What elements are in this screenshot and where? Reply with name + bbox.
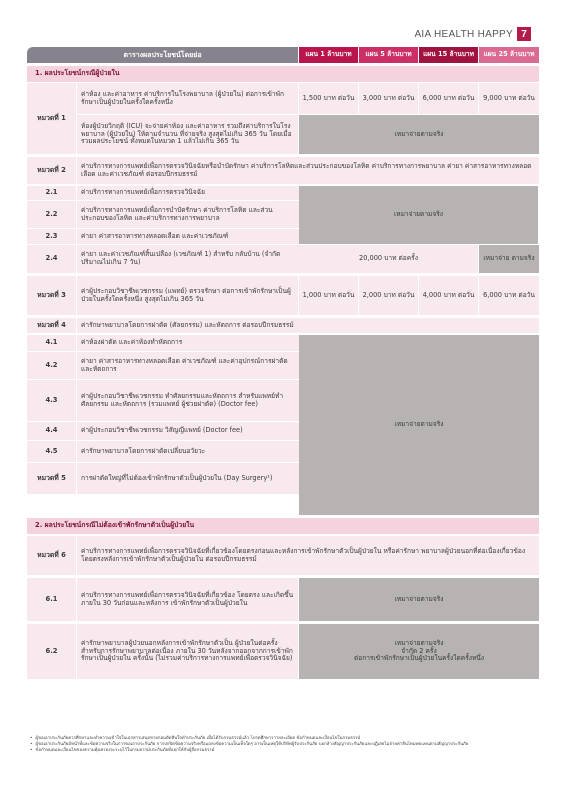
item-desc: ค่าผู้ประกอบวิชาชีพเวชกรรม ทำศัลยกรรมและหัตถการ สำหรับแพทย์ทำศัลยกรรม และหัตถการ (รวมแพทย์ ผู้ช่วยผ่าตัด) (Doctor fee) [77, 380, 299, 422]
plan-value: 9,000 บาท ต่อวัน [479, 83, 539, 115]
coverage-line: ต่อการเข้าพักรักษาเป็นผู้ป่วยในครั้งใดครั้งหนึ่ง [353, 654, 485, 663]
group-label: หมวดที่ 4 [27, 318, 77, 334]
section-2-title: 2. ผลประโยชน์กรณีไม่ต้องเข้าพักรักษาตัวเป็นผู้ป่วยใน [27, 518, 539, 535]
group-desc: ค่าบริการทางการแพทย์เพื่อการตรวจวินิจฉัยหรือบำบัดรักษา ค่าบริการโลหิตและส่วนประกอบของโลหิต ค่าบริการทางการพยาบาล ค่ายา ค่าสารอาหารทางหลอดเลือด และค่าเวชภัณฑ์ ต่อรอบปีกรมธรรม์ [77, 157, 539, 185]
item-row [27, 578, 539, 622]
plan-value: 1,500 บาท ต่อวัน [299, 83, 359, 115]
group-label: หมวดที่ 2 [27, 157, 77, 185]
item-desc: การผ่าตัดใหญ่ที่ไม่ต้องเข้าพักรักษาตัวเป็นผู้ป่วยใน (Day Surgery¹) [77, 463, 299, 495]
item-desc: ค่าผู้ประกอบวิชาชีพเวชกรรม (แพทย์) ตรวจรักษา ต่อการเข้าพักรักษาเป็นผู้ป่วยในครั้งใดครั้งหนึ่ง สูงสุดไม่เกิน 365 วัน [77, 276, 299, 316]
item-desc: ค่าบริการทางการแพทย์เพื่อการตรวจวินิจฉัย [77, 186, 299, 201]
item-desc: ค่าบริการทางการแพทย์เพื่อการบำบัดรักษา ค่าบริการโลหิต และส่วนประกอบของโลหิต และค่าบริการทางการพยาบาล [77, 201, 299, 229]
item-number: 2.3 [27, 229, 77, 245]
benefit-table [27, 47, 539, 730]
item-number: 4.4 [27, 422, 77, 441]
item-desc: ค่าห้องผ่าตัด และค่าห้องทำหัตถการ [77, 335, 299, 352]
footnote-text: ข้อกำหนดและเงื่อนไขของความคุ้มครองจะระบุไว้ในกรมธรรม์ประกันภัยที่ออกให้กับผู้ถือกรมธรรม์ [35, 748, 215, 754]
table-title: ตารางผลประโยชน์โดยย่อ [27, 47, 299, 64]
item-row [27, 624, 539, 680]
group-label: หมวดที่ 6 [27, 536, 77, 576]
coverage-line: เหมาจ่ายตามจริง [394, 639, 444, 648]
item-number: 4.1 [27, 335, 77, 352]
plan-value: 2,000 บาท ต่อวัน [359, 276, 419, 316]
brand-title: AIA HEALTH HAPPY [414, 28, 513, 40]
coverage-value: เหมาจ่ายตามจริง [299, 115, 539, 155]
item-number: 2.4 [27, 245, 77, 274]
footnote-text: ผู้ขอเอาประกันภัยควรศึกษาและทำความเข้าใจในเอกสารเสนอขายก่อนตัดสินใจทำประกันภัย เมื่อได้รับกรมธรรม์แล้ว โปรดศึกษาราายละเอียด ข้อกำหนดและเงื่อนไขในกรมธรรม์ [35, 736, 361, 741]
plan-value: 1,000 บาท ต่อวัน [299, 276, 359, 316]
coverage-value [299, 624, 539, 680]
item-desc: ค่ายา ค่าสารอาหารทางหลอดเลือด ค่าเวชภัณฑ์ และค่าอุปกรณ์การผ่าตัดและหัตถการ [77, 352, 299, 380]
plan-value: 6,000 บาท ต่อวัน [479, 276, 539, 316]
page-header [414, 27, 531, 41]
plan-value: 3,000 บาท ต่อวัน [359, 83, 419, 115]
item-desc: ค่ารักษาพยาบาลโดยการผ่าตัดเปลี่ยนอวัยวะ [77, 441, 299, 463]
item-number: 4.5 [27, 441, 77, 463]
footnote-text: ผู้ขอเอาประกันภัยมีหน้าที่และข้อความจริงในการขอเอาประกันภัย การปกปิดข้อความจริงหรือแถลงข้อความเป็นเท็จใดๆ อาจเป็นเหตุให้บริษัทผู้รับประกันภัย บอกล้างสัญญาประกันภัยและปฏิเสธไม่จ่ายค่าสินไหมทดแทนตามสัญญาประกันภัย [35, 742, 469, 748]
bullet-icon: • [30, 742, 33, 748]
section-heading [27, 518, 539, 535]
section-1-title: 1. ผลประโยชน์กรณีผู้ป่วยใน [27, 66, 539, 83]
group-desc: ค่าบริการทางการแพทย์เพื่อการตรวจวินิจฉัยที่เกี่ยวข้องโดยตรงก่อนและหลังการเข้าพักรักษาตัวเป็นผู้ป่วยใน หรือค่ารักษา พยาบาลผู้ป่วยนอกที่ต่อเนื่องเกี่ยวข้องโดยตรงหลังการเข้าพักรักษาตัวเป็นผู้ป่วยใน ต่อรอบปีกรมธรรม์ [77, 536, 539, 576]
item-desc: ค่าผู้ประกอบวิชาชีพเวชกรรม วิสัญญีแพทย์ (Doctor fee) [77, 422, 299, 441]
coverage-value: เหมาจ่ายตามจริง [299, 186, 539, 245]
group-desc: ค่ารักษาพยาบาลโดยการผ่าตัด (ศัลยกรรม) และหัตถการ ต่อรอบปีกรมธรรม์ [77, 318, 539, 334]
item-2-4-plan25: เหมาจ่าย ตามจริง [479, 245, 539, 274]
item-number: 6.1 [27, 578, 77, 622]
item-number: 4.3 [27, 380, 77, 422]
item-number: 4.2 [27, 352, 77, 380]
group-label: หมวดที่ 1 [27, 83, 77, 155]
plan-value: 6,000 บาท ต่อวัน [419, 83, 479, 115]
page-number: 7 [517, 27, 531, 41]
item-desc: ค่าห้อง และค่าอาหาร ค่าบริการในโรงพยาบาล (ผู้ป่วยใน) ต่อการเข้าพักรักษาเป็นผู้ป่วยในครั้งใดครั้งหนึ่ง [77, 83, 299, 115]
item-desc: ค่าบริการทางการแพทย์เพื่อการตรวจวินิจฉัยที่เกี่ยวข้อง โดยตรง และเกิดขึ้นภายใน 30 วันก่อนและหลังการ เข้าพักรักษาตัวเป็นผู้ป่วยใน [77, 578, 299, 622]
footnote [30, 748, 540, 754]
item-number: 2.2 [27, 201, 77, 229]
item-desc: ค่ารักษาพยาบาลผู้ป่วยนอกหลังการเข้าพักรักษาตัวเป็น ผู้ป่วยในต่อครั้ง สำหรับการรักษาพยาบาลต่อเนื่อง ภายใน 30 วันหลังจากออกจากการเข้าพักรักษาเป็นผู้ป่วยใน ครั้งนั้น (ไม่รวมค่าบริการทางการแพทย์เพื่อตรวจวินิจฉัย) [77, 624, 299, 680]
group-row [27, 157, 539, 185]
coverage-line: จำกัด 2 ครั้ง [401, 646, 437, 655]
item-number: 6.2 [27, 624, 77, 680]
group-row [27, 83, 539, 155]
section-heading [27, 66, 539, 83]
coverage-value: เหมาจ่ายตามจริง [299, 335, 539, 516]
item-desc: ค่ายา และค่าเวชภัณฑ์สิ้นเปลือง (เวชภัณฑ์ 1) สำหรับ กลับบ้าน (จำกัดปริมาณไม่เกิน 7 วัน) [77, 245, 299, 274]
item-desc: ค่ายา ค่าสารอาหารทางหลอดเลือด และค่าเวชภัณฑ์ [77, 229, 299, 245]
item-desc: ห้องผู้ป่วยวิกฤติ (ICU) จะจ่ายค่าห้อง และค่าอาหาร รวมถึงค่าบริการในโรงพยาบาล (ผู้ป่วยใน) ให้ตามจำนวน ที่จ่ายจริง สูงสุดไม่เกิน 365 วัน โดยเมื่อรวมผลประโยชน์ ทั้งหมดในหมวด 1 แล้วไม่เกิน 365 วัน [77, 115, 299, 155]
subgroup-rows [27, 186, 539, 274]
table-header [27, 47, 539, 64]
plan-25-header: แผน 25 ล้านบาท [479, 47, 539, 64]
plan-5-header: แผน 5 ล้านบาท [359, 47, 419, 64]
coverage-value: เหมาจ่ายตามจริง [299, 578, 539, 622]
item-2-4-value: 20,000 บาท ต่อครั้ง [299, 245, 479, 274]
group-row [27, 276, 539, 316]
bullet-icon: • [30, 748, 33, 754]
group-row [27, 318, 539, 334]
group-row [27, 536, 539, 576]
footnotes [30, 736, 540, 755]
item-number: 2.1 [27, 186, 77, 201]
group-label: หมวดที่ 5 [27, 463, 77, 495]
bullet-icon: • [30, 736, 33, 741]
group-label: หมวดที่ 3 [27, 276, 77, 316]
plan-15-header: แผน 15 ล้านบาท [419, 47, 479, 64]
subgroup-rows [27, 335, 539, 516]
plan-value: 4,000 บาท ต่อวัน [419, 276, 479, 316]
plan-1-header: แผน 1 ล้านบาท [299, 47, 359, 64]
